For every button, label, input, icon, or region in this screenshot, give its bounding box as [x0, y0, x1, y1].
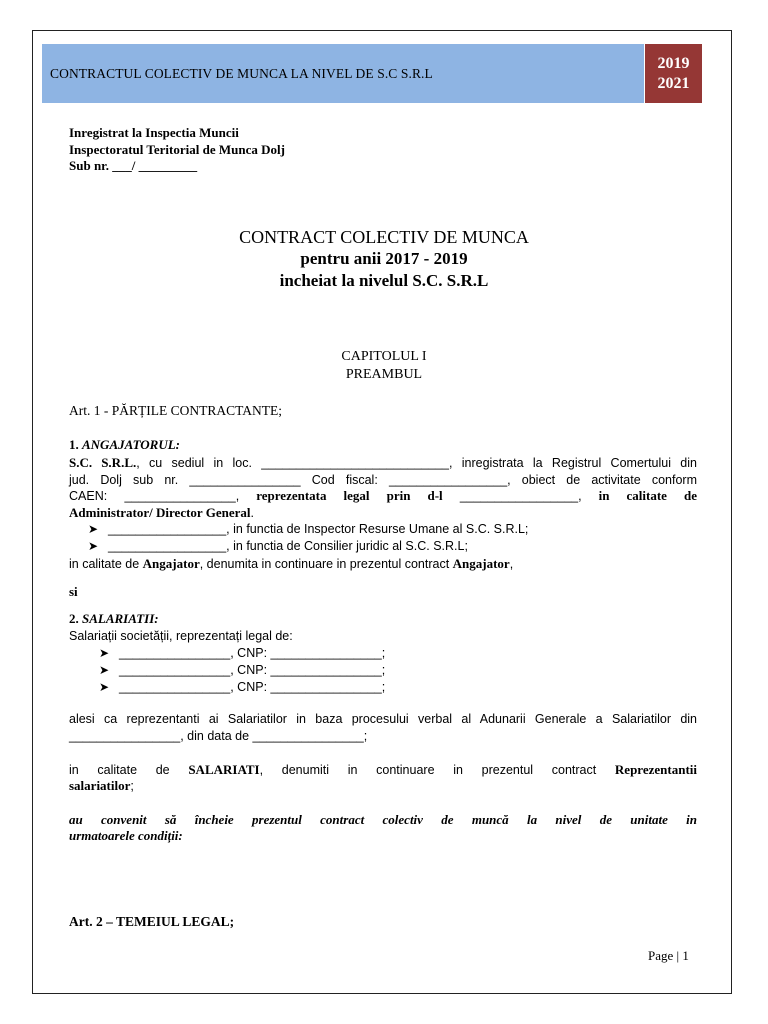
employer-heading: [69, 437, 697, 453]
paragraph-line: salariatilor;: [69, 778, 134, 793]
paragraph-line: Administrator/ Director General.: [69, 504, 254, 520]
arrow-bullet-icon: ➤: [99, 646, 110, 660]
paragraph-line: urmatoarele condiții:: [69, 828, 183, 843]
arrow-bullet-icon: ➤: [88, 539, 99, 553]
employer-number: 1.: [69, 437, 79, 452]
arrow-bullet-icon: ➤: [99, 680, 110, 694]
employees-heading: [69, 611, 697, 627]
employees-number: 2.: [69, 611, 79, 626]
elected-paragraph: [69, 711, 697, 745]
registration-line: Sub nr. ___/ _________: [69, 158, 198, 173]
paragraph-line: au convenit să încheie prezentul contract colectiv de muncă la nivel de unitate in: [69, 812, 697, 827]
document-header: [42, 44, 644, 103]
header-title: CONTRACTUL COLECTIV DE MUNCA LA NIVEL DE S.C S.R.L: [50, 65, 433, 81]
article-heading: Art. 1 - PĂRȚILE CONTRACTANTE;: [69, 403, 283, 418]
employees-intro: Salariații societății, reprezentați legal de:: [69, 629, 293, 643]
list-item: ➤ ________________, CNP: ________________;: [99, 663, 386, 677]
and-separator: si: [69, 584, 78, 599]
paragraph-line: alesi ca reprezentanti ai Salariatilor in baza procesului verbal al Adunarii Generale a Salariatilor din: [69, 712, 697, 726]
article-heading: Art. 2 – TEMEIUL LEGAL;: [69, 914, 235, 929]
employer-bullets: [88, 521, 688, 555]
paragraph-line: ________________, din data de ________________;: [69, 729, 368, 743]
paragraph-line: S.C. S.R.L., cu sediul in loc. ___________________________, inregistrata la Registrul Comertului din: [69, 455, 697, 470]
employer-label: ANGAJATORUL:: [82, 437, 180, 452]
registration-block: [69, 125, 285, 175]
paragraph-line: jud. Dolj sub nr. ________________ Cod fiscal: _________________, obiect de activitate conform: [69, 472, 697, 487]
employees-label: SALARIATII:: [82, 611, 159, 626]
page-number: Page | 1: [648, 948, 689, 963]
year-end: 2021: [657, 74, 690, 92]
title-line: pentru anii 2017 - 2019: [300, 249, 468, 268]
agreement-paragraph: [69, 812, 697, 844]
arrow-bullet-icon: ➤: [88, 522, 99, 536]
list-item: ➤ _________________, in functia de Consilier juridic al S.C. S.R.L;: [88, 539, 468, 553]
chapter-name: PREAMBUL: [345, 367, 423, 382]
paragraph-line: in calitate de SALARIATI, denumiti in continuare in prezentul contract Reprezentantii: [69, 762, 697, 777]
year-start: 2019: [657, 54, 690, 72]
list-item: ➤ ________________, CNP: ________________;: [99, 646, 386, 660]
title-line: CONTRACT COLECTIV DE MUNCA: [239, 227, 529, 247]
list-item: ➤ ________________, CNP: ________________;: [99, 680, 386, 694]
chapter-heading: [0, 348, 768, 384]
registration-line: Inspectoratul Teritorial de Munca Dolj: [69, 141, 285, 157]
year-badge: [645, 44, 702, 103]
registration-line: Inregistrat la Inspectia Muncii: [69, 125, 239, 140]
employer-paragraph: [69, 455, 697, 521]
employee-bullets: [99, 645, 659, 696]
chapter-number: CAPITOLUL I: [341, 349, 427, 364]
list-item: ➤ _________________, in functia de Inspector Resurse Umane al S.C. S.R.L;: [88, 522, 529, 536]
title-line: incheiat la nivelul S.C. S.R.L: [279, 271, 489, 290]
employer-role: in calitate de Angajator, denumita in continuare in prezentul contract Angajator,: [69, 556, 514, 571]
paragraph-line: CAEN: ________________, reprezentata legal prin d-l _________________, in calitate de: [69, 488, 697, 503]
arrow-bullet-icon: ➤: [99, 663, 110, 677]
document-title: [0, 226, 768, 292]
employees-role: [69, 762, 697, 794]
